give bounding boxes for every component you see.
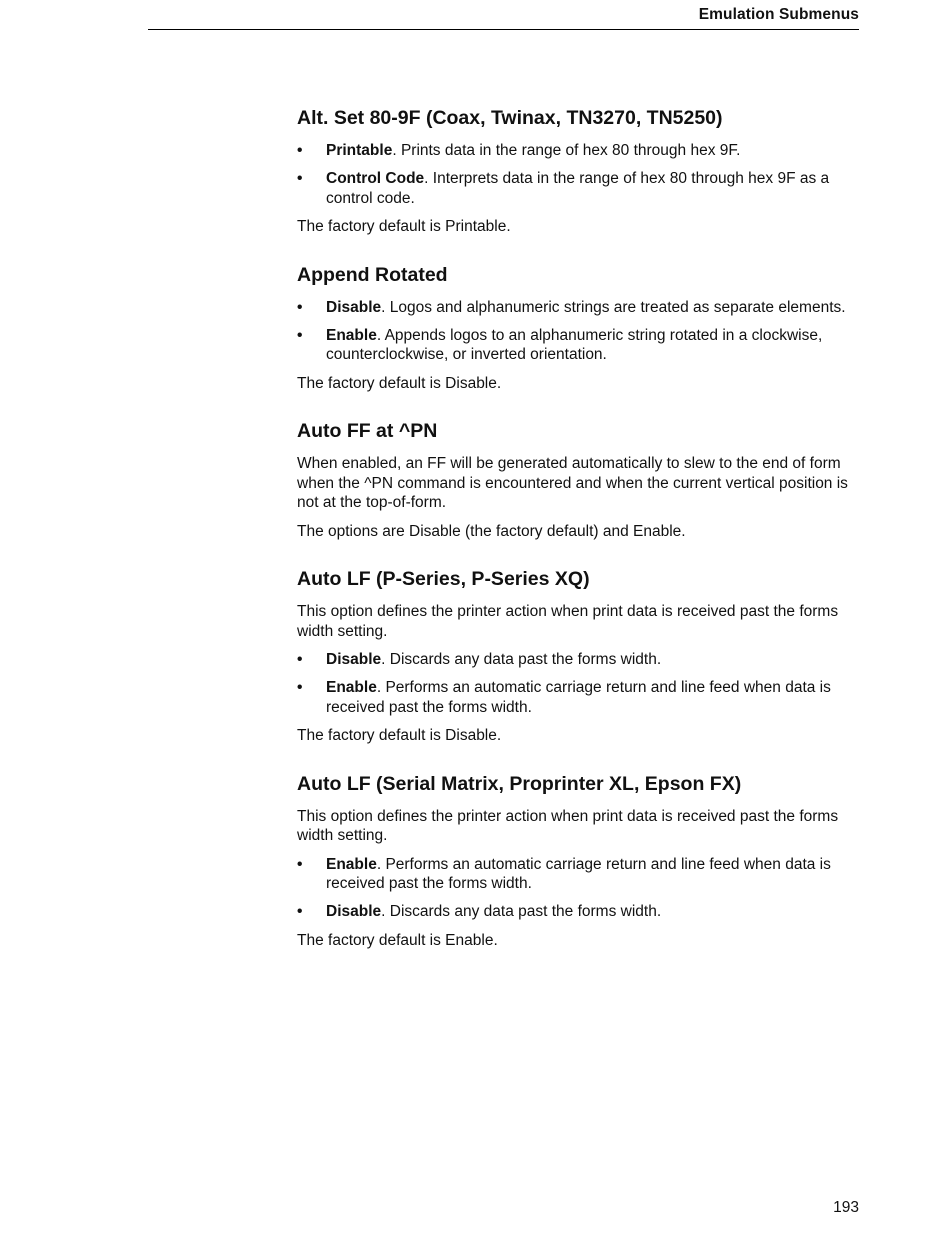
running-header-title: Emulation Submenus (698, 6, 859, 23)
list-item (297, 650, 859, 670)
section-heading: Auto LF (P-Series, P-Series XQ) (297, 568, 590, 590)
page-number: 193 (833, 1199, 859, 1216)
list-item (297, 141, 859, 161)
option-term: Disable (326, 651, 382, 668)
option-term: Disable (326, 903, 382, 920)
option-description: . Discards any data past the forms width. (381, 903, 662, 920)
option-description: . Logos and alphanumeric strings are treated as separate elements. (381, 298, 846, 316)
list-item (297, 678, 859, 717)
bullet-icon: • (297, 903, 303, 920)
option-description: . Prints data in the range of hex 80 through hex 9F. (392, 142, 741, 159)
factory-default-text: The factory default is Disable. (297, 727, 502, 744)
option-description: . Discards any data past the forms width. (381, 651, 662, 668)
list-item (297, 326, 859, 365)
bullet-icon: • (297, 298, 303, 316)
main-content (297, 105, 859, 975)
factory-default-text: The factory default is Printable. (297, 218, 511, 235)
section-alt-set (297, 105, 859, 237)
section-paragraph: The options are Disable (the factory default) and Enable. (297, 522, 686, 540)
section-auto-lf-serial-matrix (297, 771, 859, 951)
option-term: Enable (326, 855, 377, 873)
section-heading: Auto LF (Serial Matrix, Proprinter XL, Epson FX) (297, 772, 742, 795)
option-term: Printable (326, 142, 393, 159)
section-heading: Append Rotated (297, 263, 448, 286)
section-append-rotated (297, 262, 859, 394)
option-term: Enable (326, 326, 377, 344)
bullet-icon: • (297, 679, 303, 696)
option-term: Enable (326, 679, 377, 696)
running-header (148, 0, 859, 30)
list-item (297, 855, 859, 894)
bullet-list (297, 141, 859, 208)
bullet-list (297, 298, 859, 365)
bullet-icon: • (297, 170, 303, 187)
bullet-icon: • (297, 326, 303, 344)
section-heading: Alt. Set 80-9F (Coax, Twinax, TN3270, TN5250) (297, 107, 723, 129)
bullet-list (297, 855, 859, 922)
bullet-icon: • (297, 855, 303, 873)
section-auto-ff (297, 418, 859, 541)
option-term: Disable (326, 298, 382, 316)
section-paragraph: When enabled, an FF will be generated automatically to slew to the end of form when the ^PN command is encountered and when the current vertical position is not at the top-of-form. (297, 455, 848, 511)
list-item (297, 298, 859, 318)
option-description: . Interprets data in the range of hex 80 through hex 9F as a control code. (326, 170, 830, 207)
bullet-icon: • (297, 142, 303, 159)
option-description: . Performs an automatic carriage return and line feed when data is received past the forms width. (326, 679, 831, 716)
factory-default-text: The factory default is Disable. (297, 374, 502, 392)
list-item (297, 902, 859, 922)
factory-default-text: The factory default is Enable. (297, 931, 498, 949)
bullet-icon: • (297, 651, 303, 668)
section-intro: This option defines the printer action when print data is received past the forms width setting. (297, 807, 839, 844)
section-heading: Auto FF at ^PN (297, 420, 438, 442)
option-description: . Appends logos to an alphanumeric string rotated in a clockwise, counterclockwise, or inverted orientation. (326, 326, 823, 363)
option-description: . Performs an automatic carriage return and line feed when data is received past the forms width. (326, 855, 831, 892)
list-item (297, 169, 859, 208)
section-intro: This option defines the printer action when print data is received past the forms width setting. (297, 603, 839, 640)
bullet-list (297, 650, 859, 717)
option-term: Control Code (326, 170, 425, 187)
section-auto-lf-p-series (297, 566, 859, 746)
